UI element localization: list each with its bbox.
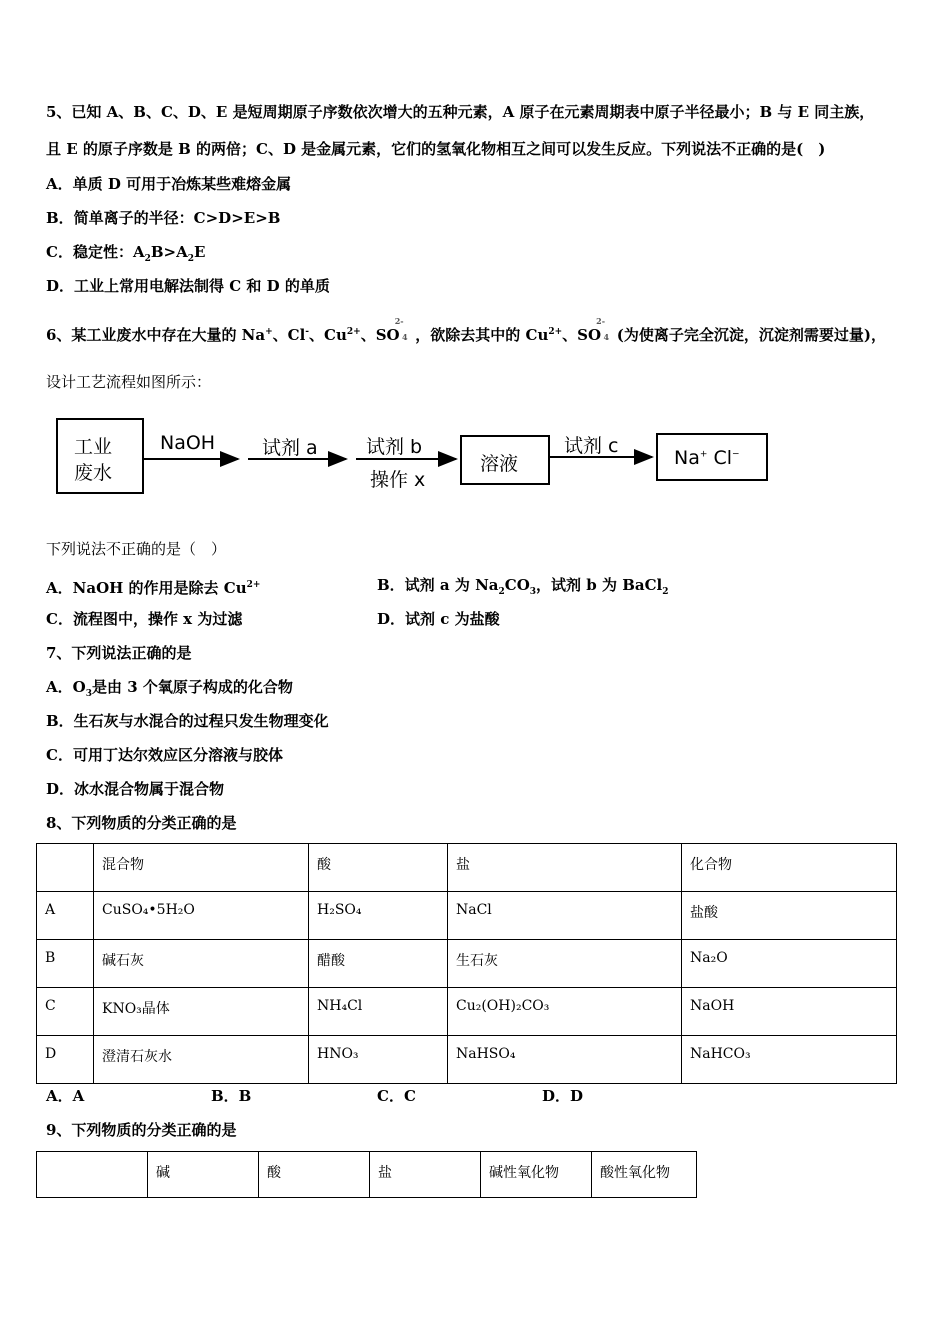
table-cell: Na₂O xyxy=(682,940,897,988)
table-cell: 澄清石灰水 xyxy=(94,1036,309,1084)
flow-label-reagent-b: 试剂 b xyxy=(366,436,423,458)
q6-question: 下列说法不正确的是（ ） xyxy=(46,540,227,558)
table-cell: 生石灰 xyxy=(448,940,682,988)
q9-table xyxy=(36,1151,697,1198)
table-cell: Cu₂(OH)₂CO₃ xyxy=(448,988,682,1036)
table-cell: 盐 xyxy=(370,1152,481,1198)
table-cell: NaHCO₃ xyxy=(682,1036,897,1084)
table-cell: 酸 xyxy=(259,1152,370,1198)
flow-box-wastewater: 工业 废水 xyxy=(56,418,144,494)
q6-option-d: D．试剂 c 为盐酸 xyxy=(377,610,500,628)
q7-option-a: A．$O_3$是由 3 个氧原子构成的化合物 xyxy=(46,678,293,699)
flow-box-solution: 溶液 xyxy=(460,435,550,485)
flow-label-reagent-a: 试剂 a xyxy=(262,437,318,459)
q5-option-b: B．简单离子的半径：C>D>E>B xyxy=(46,209,281,227)
table-cell: C xyxy=(37,988,94,1036)
table-cell: 化合物 xyxy=(682,844,897,892)
q6-option-c: C．流程图中，操作 x 为过滤 xyxy=(46,610,243,628)
table-row xyxy=(37,1036,897,1084)
q5-option-d: D．工业上常用电解法制得 C 和 D 的单质 xyxy=(46,277,330,295)
table-row xyxy=(37,892,897,940)
table-cell: 醋酸 xyxy=(309,940,448,988)
table-cell: 酸性氧化物 xyxy=(592,1152,697,1198)
flow-label-reagent-c: 试剂 c xyxy=(564,435,619,457)
table-row xyxy=(37,988,897,1036)
table-cell: KNO₃晶体 xyxy=(94,988,309,1036)
table-cell: H₂SO₄ xyxy=(309,892,448,940)
q5-option-c: C．稳定性：$A_2B>A_2E$ xyxy=(46,243,206,264)
q7-option-c: C．可用丁达尔效应区分溶液与胶体 xyxy=(46,746,283,764)
flow-box-product: Na+ Cl− xyxy=(656,433,768,481)
q6-stem-line1: 6、某工业废水中存在大量的 Na+、Cl-、$Cu^{2+}$、SO 2- 4 ，欲除去其中的 $Cu^{2+}$、SO 2- 4 (为使离子完全沉淀，沉淀剂需要过量)， xyxy=(46,316,886,344)
q8-stem: 8、下列物质的分类正确的是 xyxy=(46,814,237,832)
table-cell: 酸 xyxy=(309,844,448,892)
table-cell: NaHSO₄ xyxy=(448,1036,682,1084)
table-cell: 盐 xyxy=(448,844,682,892)
q7-option-b: B．生石灰与水混合的过程只发生物理变化 xyxy=(46,712,329,730)
flow-arrows xyxy=(0,0,950,520)
q6-stem-line2: 设计工艺流程如图所示： xyxy=(46,373,212,391)
q8-option-d: D．D xyxy=(542,1087,584,1105)
table-cell: A xyxy=(37,892,94,940)
q7-stem: 7、下列说法正确的是 xyxy=(46,644,192,662)
table-cell: HNO₃ xyxy=(309,1036,448,1084)
table-cell: NaCl xyxy=(448,892,682,940)
table-header-row xyxy=(37,844,897,892)
table-cell: 混合物 xyxy=(94,844,309,892)
table-header-row xyxy=(37,1152,697,1198)
table-cell: B xyxy=(37,940,94,988)
q8-option-c: C．C xyxy=(377,1087,416,1105)
q5-option-a: A．单质 D 可用于冶炼某些难熔金属 xyxy=(46,175,292,193)
table-cell: 盐酸 xyxy=(682,892,897,940)
table-cell: D xyxy=(37,1036,94,1084)
table-cell: 碱石灰 xyxy=(94,940,309,988)
q5-stem-line2: 且 E 的原子序数是 B 的两倍；C、D 是金属元素，它们的氢氧化物相互之间可以发生反应。下列说法不正确的是( ) xyxy=(46,140,826,158)
table-cell xyxy=(37,1152,148,1198)
flow-label-operation-x: 操作 x xyxy=(370,469,426,491)
q8-table xyxy=(36,843,897,1084)
table-cell: 碱 xyxy=(148,1152,259,1198)
q8-option-a: A．A xyxy=(46,1087,85,1105)
table-cell: 碱性氧化物 xyxy=(481,1152,592,1198)
table-row xyxy=(37,940,897,988)
q6-option-a: A．NaOH 的作用是除去 $Cu^{2+}$ xyxy=(46,579,261,597)
flow-label-naoh: NaOH xyxy=(160,432,216,454)
table-cell: NH₄Cl xyxy=(309,988,448,1036)
q8-option-b: B．B xyxy=(211,1087,252,1105)
q6-option-b: B．试剂 a 为 $Na_2CO_3$，试剂 b 为 BaCl$_2$ xyxy=(377,576,669,597)
q5-stem-line1: 5、已知 A、B、C、D、E 是短周期原子序数依次增大的五种元素，A 原子在元素周期表中原子半径最小；B 与 E 同主族， xyxy=(46,103,875,121)
table-cell xyxy=(37,844,94,892)
q9-stem: 9、下列物质的分类正确的是 xyxy=(46,1121,237,1139)
table-cell: CuSO₄•5H₂O xyxy=(94,892,309,940)
table-cell: NaOH xyxy=(682,988,897,1036)
q7-option-d: D．冰水混合物属于混合物 xyxy=(46,780,225,798)
